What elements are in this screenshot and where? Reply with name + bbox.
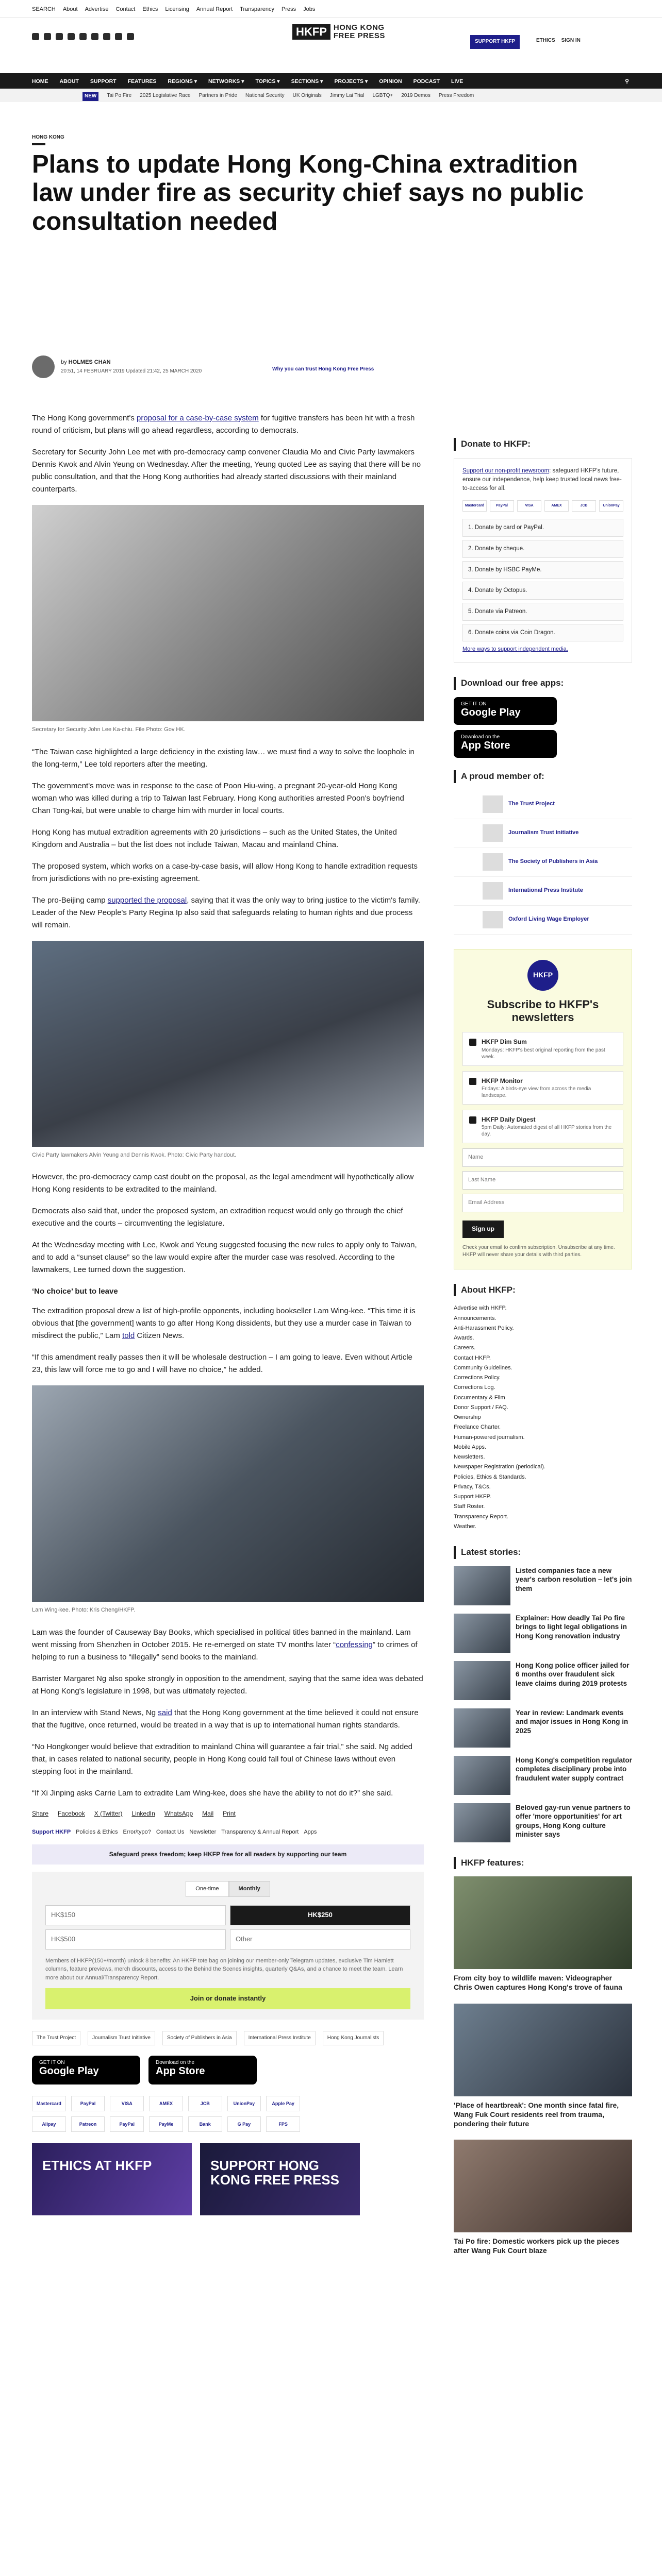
- top-menu: [32, 6, 315, 14]
- newsletter-title: Subscribe to HKFP's newsletters: [487, 997, 599, 1024]
- photo-caption: Lam Wing-kee. Photo: Kris Cheng/HKFP.: [32, 1607, 136, 1614]
- paragraph: Hong Kong has mutual extradition agreements with 20 jurisdictions – such as the United States, the United Kingdom and Australia – but the list does not include Taiwan, Macau and mainland China.: [32, 827, 397, 849]
- feature-title: From city boy to wildlife maven: Videographer Chris Owen captures Hong Kong's trove of fauna: [454, 1974, 622, 1992]
- paragraph: “No Hongkonger would believe that extradition to mainland China will guarantee a fair trial,” she said. Ng added that, in cases related to national security, people in Hong Kong could fall foul of Chinese laws without even stepping foot in the mainland.: [32, 1742, 412, 1776]
- partner-name: The Trust Project: [508, 801, 555, 807]
- app-badges: [32, 2056, 424, 2084]
- paragraph: Secretary for Security John Lee met with pro-democracy camp convener Claudia Mo and Civic Party lawmakers Dennis Kwok and Alvin Yeung on Wednesday. After the meeting, Yeung quoted Lee as saying that there will be no public consultation, and that the Hong Kong authorities had already started discussions with their mainland counterparts.: [32, 448, 421, 494]
- share-x[interactable]: X (Twitter): [94, 1809, 123, 1817]
- ethics-banner[interactable]: ETHICS AT HKFP: [32, 2143, 192, 2215]
- about-link[interactable]: Contact HKFP.: [454, 1354, 491, 1361]
- policy-link[interactable]: Newsletter: [189, 1828, 217, 1835]
- top-menu-press[interactable]: Press: [282, 6, 296, 12]
- about-link[interactable]: Careers.: [454, 1345, 476, 1351]
- policy-links: [32, 1828, 424, 1837]
- nav-home[interactable]: HOME: [32, 78, 48, 84]
- donation-widget: [32, 1872, 424, 2020]
- partner-icon: [483, 824, 503, 842]
- sidebar: [454, 438, 632, 2267]
- donate-intro-text: : safeguard HKFP's future, ensure our independence, help keep trusted local news free-to-access for all.: [462, 467, 622, 492]
- ethics-link[interactable]: ETHICS: [536, 38, 555, 43]
- feature-item[interactable]: [454, 2004, 632, 2129]
- by-prefix: by: [61, 359, 67, 365]
- text: , saying that it was the only way to bring justice to the victim's family. Leader of the New People's Party Regina Ip also said that safeguards relating to human rights and due process will remain.: [32, 895, 420, 929]
- text: In an interview with Stand News, Ng: [32, 1708, 158, 1717]
- sign-up-button[interactable]: Sign up: [462, 1221, 504, 1238]
- paragraph: [32, 894, 424, 931]
- payment-logo: Patreon: [71, 2116, 105, 2132]
- support-link[interactable]: Support HKFP: [32, 1828, 71, 1835]
- frequency-toggle: [45, 1881, 410, 1897]
- newsletter-name: HKFP Dim Sum: [482, 1038, 527, 1046]
- newsletter-name: HKFP Monitor: [482, 1077, 523, 1084]
- card-logo: JCB: [572, 500, 596, 512]
- support-banner[interactable]: SUPPORT HONG KONG FREE PRESS: [200, 2143, 360, 2215]
- payment-logo: FPS: [266, 2116, 300, 2132]
- trending-item[interactable]: National Security: [245, 93, 285, 98]
- paragraph: Democrats also said that, under the proposed system, an extradition request would only go through the chief executive and the courts – circumventing the legislature.: [32, 1207, 403, 1228]
- text: that the Hong Kong government at the time believed it could not ensure that the fugitive, once returned, would be treated in a way that is up to international human rights standards.: [32, 1708, 419, 1730]
- inline-link[interactable]: told: [122, 1331, 135, 1341]
- trust-link[interactable]: Why you can trust Hong Kong Free Press: [272, 366, 374, 372]
- bluesky-icon[interactable]: [115, 33, 122, 40]
- partner-icon: [483, 882, 503, 900]
- photo-lam-wing-kee[interactable]: [32, 1385, 424, 1602]
- about-link[interactable]: Staff Roster.: [454, 1503, 485, 1510]
- partner-logo[interactable]: [454, 790, 632, 819]
- share-facebook[interactable]: Facebook: [58, 1809, 85, 1817]
- about-link[interactable]: Newsletters.: [454, 1454, 485, 1460]
- newsletter-desc: Fridays: A birds-eye view from across the media landscape.: [482, 1086, 591, 1099]
- press-freedom-banner[interactable]: Safeguard press freedom; keep HKFP free for all readers by supporting our team: [32, 1844, 424, 1865]
- site-logo[interactable]: [292, 24, 385, 40]
- latest-story[interactable]: [454, 1708, 632, 1748]
- about-link[interactable]: Anti-Harassment Policy.: [454, 1325, 514, 1331]
- feature-image: [454, 2004, 632, 2096]
- story-thumbnail: [454, 1708, 510, 1748]
- partner-name: International Press Institute: [508, 887, 583, 894]
- logo-line-2: FREE PRESS: [333, 31, 385, 40]
- story-thumbnail: [454, 1661, 510, 1700]
- story-thumbnail: [454, 1566, 510, 1605]
- email-input[interactable]: Email Address: [462, 1194, 623, 1212]
- about-link[interactable]: Mobile Apps.: [454, 1444, 486, 1450]
- text: for fugitive transfers has been hit with a fresh round of criticism, but plans will go ahead regardless, according to democrats.: [32, 414, 415, 435]
- payment-logo: PayMe: [149, 2116, 183, 2132]
- about-link[interactable]: Support HKFP.: [454, 1494, 491, 1500]
- monthly-tab[interactable]: Monthly: [229, 1881, 270, 1897]
- card-logo: UnionPay: [599, 500, 623, 512]
- trending-item[interactable]: Press Freedom: [438, 93, 474, 98]
- trending-item[interactable]: 2025 Legislative Race: [140, 93, 191, 98]
- trending-item[interactable]: LGBTQ+: [372, 93, 393, 98]
- nav-features[interactable]: FEATURES: [127, 78, 157, 84]
- donate-option[interactable]: 1. Donate by card or PayPal.: [462, 519, 623, 537]
- payment-methods: [32, 2096, 300, 2132]
- paragraph: The government's move was in response to the case of Poon Hiu-wing, a pregnant 20-year-old Hong Kong woman who was killed during a trip to Taiwan last February. Hong Kong authorities arrested Poon's boyfriend Chan Tong-kai, but were unable to charge him with murder in local courts.: [32, 781, 404, 815]
- card-logo: Mastercard: [462, 500, 487, 512]
- payment-logo: UnionPay: [227, 2096, 261, 2111]
- google-play-button[interactable]: [32, 2056, 140, 2084]
- feature-title: Tai Po fire: Domestic workers pick up the pieces after Wang Fuk Court blaze: [454, 2237, 620, 2255]
- partner-icon: [483, 795, 503, 813]
- policy-link[interactable]: Error/typo?: [123, 1828, 151, 1835]
- newsletter-option[interactable]: [462, 1032, 623, 1065]
- about-link[interactable]: Privacy, T&Cs.: [454, 1483, 491, 1490]
- first-name-input[interactable]: Name: [462, 1148, 623, 1167]
- features-title: HKFP features:: [454, 1857, 632, 1870]
- story-thumbnail: [454, 1614, 510, 1653]
- nav-topics[interactable]: TOPICS ▾: [255, 78, 280, 84]
- payment-logo: VISA: [110, 2096, 144, 2111]
- top-menu-ethics[interactable]: Ethics: [142, 6, 158, 12]
- top-menu-licensing[interactable]: Licensing: [165, 6, 189, 12]
- paragraph: At the Wednesday meeting with Lee, Kwok and Yeung suggested focusing the new rules to apply only to Taiwan, and to add a “sunset clause” so the law would expire after the murder case was resolved. According to the lawmakers, Lee turned down the suggestion.: [32, 1241, 417, 1275]
- paragraph: [32, 1305, 424, 1342]
- partner-icon: [483, 911, 503, 928]
- sign-in-link[interactable]: SIGN IN: [561, 38, 581, 43]
- story-thumbnail: [454, 1756, 510, 1795]
- latest-story[interactable]: [454, 1566, 632, 1605]
- nav-networks[interactable]: NETWORKS ▾: [208, 78, 244, 84]
- share-whatsapp[interactable]: WhatsApp: [164, 1809, 193, 1817]
- nav-opinion[interactable]: OPINION: [379, 78, 402, 84]
- newsletter-desc: Mondays: HKFP's best original reporting from the past week.: [482, 1047, 605, 1060]
- promo-banners: [32, 2143, 424, 2215]
- top-bar: [0, 0, 662, 18]
- footer-badges: [32, 2031, 424, 2045]
- badge[interactable]: The Trust Project: [32, 2031, 80, 2045]
- author-avatar[interactable]: [32, 355, 55, 378]
- logo-line-1: HONG KONG: [333, 23, 385, 32]
- trending-item[interactable]: UK Originals: [292, 93, 322, 98]
- trending-item[interactable]: Jimmy Lai Trial: [329, 93, 365, 98]
- paragraph: “If this amendment really passes then it will be wholesale destruction – I am going to leave. Even without Article 23, this law will force me to go and I will have no choice,” he added.: [32, 1353, 412, 1375]
- partner-logo[interactable]: [454, 848, 632, 877]
- app-store-button[interactable]: [148, 2056, 257, 2084]
- support-hkfp-button[interactable]: SUPPORT HKFP: [470, 35, 520, 49]
- app-store-label: App Store: [156, 2065, 205, 2077]
- about-link[interactable]: Advertise with HKFP.: [454, 1305, 507, 1312]
- text: The pro-Beijing camp: [32, 895, 108, 905]
- about-link[interactable]: Transparency Report.: [454, 1513, 508, 1520]
- rss-icon[interactable]: [127, 33, 134, 40]
- author-line: [61, 359, 111, 367]
- share-print[interactable]: Print: [223, 1809, 236, 1817]
- nav-sections[interactable]: SECTIONS ▾: [291, 78, 323, 84]
- inline-link[interactable]: supported the proposal: [107, 895, 187, 905]
- text: Citizen News.: [135, 1331, 185, 1341]
- paragraph: However, the pro-democracy camp cast doubt on the proposal, as the legal amendment will hypothetically allow Hong Kong residents to be extradited to the mainland.: [32, 1173, 414, 1194]
- new-badge: NEW: [82, 92, 98, 101]
- paragraph: [32, 1707, 424, 1732]
- card-logo: VISA: [517, 500, 541, 512]
- trending-bar: [0, 89, 662, 102]
- badge[interactable]: Journalism Trust Initiative: [88, 2031, 155, 2045]
- share-linkedin[interactable]: LinkedIn: [131, 1809, 155, 1817]
- donate-option[interactable]: 2. Donate by cheque.: [462, 540, 623, 558]
- donate-option[interactable]: 5. Donate via Patreon.: [462, 603, 623, 621]
- about-link[interactable]: Newspaper Registration (periodical).: [454, 1464, 545, 1470]
- about-link[interactable]: Documentary & Film: [454, 1394, 505, 1401]
- app-store-button[interactable]: [454, 730, 557, 758]
- article-kicker[interactable]: HONG KONG: [32, 134, 64, 140]
- partner-logo[interactable]: [454, 906, 632, 935]
- feature-item[interactable]: [454, 2140, 632, 2255]
- linkedin-icon[interactable]: [79, 33, 87, 40]
- paragraph: [32, 1626, 424, 1664]
- share-mail[interactable]: Mail: [202, 1809, 214, 1817]
- instagram-icon[interactable]: [56, 33, 63, 40]
- about-link[interactable]: Policies, Ethics & Standards.: [454, 1473, 526, 1480]
- google-play-small: GET IT ON: [461, 701, 487, 707]
- app-store-small: Download on the: [156, 2060, 195, 2066]
- google-play-button[interactable]: [454, 697, 557, 725]
- text: The extradition proposal drew a list of high-profile opponents, including bookseller Lam Wing-kee. “This time it is obvious that [the government] wants to go after Hong Kong dissidents, but they use a murder case in Taiwan to misdirect the public,” Lam: [32, 1307, 416, 1341]
- top-menu-advertise[interactable]: Advertise: [85, 6, 109, 12]
- latest-story[interactable]: [454, 1756, 632, 1795]
- trending-item[interactable]: Partners in Pride: [198, 93, 238, 98]
- threads-icon[interactable]: [68, 33, 75, 40]
- sidebar-apps: [454, 677, 632, 758]
- about-link[interactable]: Ownership: [454, 1414, 481, 1420]
- feature-image: [454, 2140, 632, 2232]
- join-button[interactable]: Join or donate instantly: [45, 1988, 410, 2009]
- latest-title: Latest stories:: [454, 1546, 632, 1559]
- partner-name: Oxford Living Wage Employer: [508, 916, 589, 923]
- app-store-small: Download on the: [461, 734, 500, 740]
- more-ways-link[interactable]: More ways to support independent media.: [462, 646, 568, 653]
- about-link[interactable]: Awards.: [454, 1335, 474, 1341]
- payment-logo: AMEX: [149, 2096, 183, 2111]
- amount-options: [45, 1905, 410, 1950]
- donate-option[interactable]: 6. Donate coins via Coin Dragon.: [462, 624, 623, 642]
- apps-title: Download our free apps:: [454, 677, 632, 690]
- newsletter-option[interactable]: [462, 1110, 623, 1143]
- latest-story[interactable]: [454, 1661, 632, 1700]
- youtube-icon[interactable]: [91, 33, 98, 40]
- share-links: [32, 1809, 424, 1819]
- telegram-icon[interactable]: [103, 33, 110, 40]
- paragraph: “The Taiwan case highlighted a large deficiency in the existing law… we must find a way to solve the loophole in the long-term,” Lee told reporters after the meeting.: [32, 747, 415, 769]
- app-store-label: App Store: [461, 740, 510, 751]
- paragraph: The proposed system, which works on a case-by-case basis, will allow Hong Kong to handle extradition requests from jurisdictions with no pre-existing agreement.: [32, 861, 418, 883]
- nav-about[interactable]: ABOUT: [59, 78, 79, 84]
- share-label: Share: [32, 1809, 49, 1817]
- about-section: [454, 1284, 632, 1532]
- amount-option-selected[interactable]: HK$250: [230, 1905, 410, 1925]
- top-menu-contact[interactable]: Contact: [115, 6, 136, 12]
- hkfp-badge: HKFP: [527, 960, 558, 991]
- partner-logo[interactable]: [454, 819, 632, 848]
- about-title: About HKFP:: [454, 1284, 632, 1297]
- story-title: Listed companies face a new year's carbon resolution – let's join them: [516, 1566, 632, 1592]
- nav-support[interactable]: SUPPORT: [90, 78, 117, 84]
- card-logo: PayPal: [490, 500, 514, 512]
- top-menu-transparency[interactable]: Transparency: [240, 6, 274, 12]
- facebook-icon[interactable]: [32, 33, 39, 40]
- text: ” to crimes of helping to run a business to “illegally” send books to the mainland.: [32, 1640, 418, 1662]
- payment-logo: G Pay: [227, 2116, 261, 2132]
- top-menu-jobs[interactable]: Jobs: [303, 6, 316, 12]
- google-play-label: Google Play: [461, 707, 521, 718]
- payment-logo: PayPal: [71, 2096, 105, 2111]
- payment-logo: Apple Pay: [266, 2096, 300, 2111]
- about-link[interactable]: Community Guidelines.: [454, 1364, 512, 1371]
- newsletter-desc: 5pm Daily: Automated digest of all HKFP stories from the day.: [482, 1125, 612, 1138]
- photo-civic-party-lawmakers[interactable]: [32, 941, 424, 1147]
- feature-title: 'Place of heartbreak': One month since fatal fire, Wang Fuk Court residents reel from trauma, pondering their future: [454, 2100, 619, 2128]
- donate-option[interactable]: 3. Donate by HSBC PayMe.: [462, 561, 623, 579]
- logo-mark: HKFP: [292, 24, 330, 40]
- about-link[interactable]: Announcements.: [454, 1315, 496, 1321]
- one-time-tab[interactable]: One-time: [186, 1881, 228, 1897]
- logo-text: [334, 24, 385, 40]
- text: Lam was the founder of Causeway Bay Books, which specialised in political titles banned in the mainland. Lam went missing from Shenzhen in October 2015. He re-emerged on state TV months later “: [32, 1628, 411, 1649]
- latest-stories: [454, 1546, 632, 1842]
- card-logo: AMEX: [544, 500, 569, 512]
- story-title: Hong Kong police officer jailed for 6 months over fraudulent sick leave claims during 2019 protests: [516, 1661, 630, 1687]
- about-link[interactable]: Corrections Log.: [454, 1384, 495, 1391]
- story-title: Hong Kong's competition regulator completes disciplinary probe into fraudulent water supply contract: [516, 1756, 632, 1782]
- story-thumbnail: [454, 1803, 510, 1842]
- badge[interactable]: Society of Publishers in Asia: [162, 2031, 237, 2045]
- about-link[interactable]: Corrections Policy.: [454, 1375, 501, 1381]
- story-title: Year in review: Landmark events and major issues in Hong Kong in 2025: [516, 1708, 628, 1735]
- partner-icon: [483, 853, 503, 871]
- story-title: Beloved gay-run venue partners to offer 'more opportunities' for art groups, Hong Kong culture minister says: [516, 1803, 631, 1839]
- member-perks: Members of HKFP(150+/month) unlock 8 benefits: An HKFP tote bag on joining our member-only Telegram updates, exclusive Tim Hamlett columns, feature previews, merch discounts, access to the Behind the Scenes insights, quarterly Q&As, and a chance to meet the team. Learn more about our Annual/Transparency Report.: [45, 1957, 403, 1981]
- latest-story[interactable]: [454, 1803, 632, 1842]
- donate-title: Donate to HKFP:: [454, 438, 632, 451]
- subheading: ‘No choice’ but to leave: [32, 1287, 118, 1296]
- top-menu-about[interactable]: About: [62, 6, 78, 12]
- partner-name: Journalism Trust Initiative: [508, 829, 579, 836]
- partners-title: A proud member of:: [454, 770, 632, 783]
- paragraph: Barrister Margaret Ng also spoke strongly in opposition to the amendment, saying that the same idea was debated at Hong Kong's legislature in 1998, but was ultimately rejected.: [32, 1674, 423, 1696]
- feature-image: [454, 1876, 632, 1969]
- donate-intro-link[interactable]: Support our non-profit newsroom: [462, 467, 550, 474]
- badge[interactable]: International Press Institute: [244, 2031, 316, 2045]
- about-link[interactable]: Weather.: [454, 1523, 476, 1530]
- latest-story[interactable]: [454, 1614, 632, 1653]
- article-body: [32, 412, 424, 2215]
- newsletter-signup: [454, 949, 632, 1269]
- consent-text: Check your email to confirm subscription. Unsubscribe at any time. HKFP will never share your details with third parties.: [462, 1244, 615, 1258]
- payment-logo: Mastercard: [32, 2096, 66, 2111]
- about-link[interactable]: Human-powered journalism.: [454, 1434, 525, 1440]
- paragraph: “If Xi Jinping asks Carrie Lam to extradite Lam Wing-kee, does she have the ability to not do it?” she said.: [32, 1788, 393, 1798]
- trending-item[interactable]: 2019 Demos: [401, 93, 431, 98]
- about-link[interactable]: Donor Support / FAQ.: [454, 1404, 508, 1411]
- kicker-divider: [32, 143, 45, 145]
- policy-link[interactable]: Contact Us: [156, 1828, 185, 1835]
- amount-option-other[interactable]: Other: [230, 1929, 410, 1950]
- article-headline: Plans to update Hong Kong-China extradition law under fire as security chief says no public consultation needed: [32, 150, 584, 235]
- policy-link[interactable]: Transparency & Annual Report: [221, 1828, 299, 1835]
- last-name-input[interactable]: Last Name: [462, 1171, 623, 1190]
- badge[interactable]: Hong Kong Journalists: [323, 2031, 384, 2045]
- search-icon[interactable]: ⚲: [625, 78, 629, 84]
- payment-logo: PayPal: [110, 2116, 144, 2132]
- partner-logo[interactable]: [454, 877, 632, 906]
- inline-link[interactable]: proposal for a case-by-case system: [136, 414, 259, 422]
- newsletter-option[interactable]: [462, 1071, 623, 1105]
- payment-logo: Bank: [188, 2116, 222, 2132]
- main-nav: [0, 73, 662, 89]
- publish-date: 20:51, 14 FEBRUARY 2019 Updated 21:42, 25 MARCH 2020: [61, 368, 202, 374]
- top-menu-annual-report[interactable]: Annual Report: [196, 6, 233, 12]
- inline-link[interactable]: said: [158, 1708, 172, 1717]
- donate-option[interactable]: 4. Donate by Octopus.: [462, 582, 623, 600]
- nav-live[interactable]: LIVE: [451, 78, 464, 84]
- card-logos: [462, 500, 623, 512]
- amount-option[interactable]: HK$150: [45, 1905, 226, 1925]
- text: The Hong Kong government's: [32, 414, 137, 422]
- about-list: [454, 1303, 632, 1532]
- feature-item[interactable]: [454, 1876, 632, 1992]
- newsletter-name: HKFP Daily Digest: [482, 1116, 536, 1124]
- payment-logo: Alipay: [32, 2116, 66, 2132]
- x-icon[interactable]: [44, 33, 51, 40]
- features-section: [454, 1857, 632, 2256]
- donate-intro: [462, 467, 623, 494]
- photo-john-lee[interactable]: [32, 505, 424, 721]
- inline-link[interactable]: confessing: [336, 1640, 373, 1649]
- nav-regions[interactable]: REGIONS ▾: [168, 78, 197, 84]
- policy-link[interactable]: Policies & Ethics: [76, 1828, 118, 1835]
- trending-item[interactable]: Tai Po Fire: [107, 93, 132, 98]
- photo-caption: Secretary for Security John Lee Ka-chiu. File Photo: Gov HK.: [32, 726, 186, 733]
- nav-podcast[interactable]: PODCAST: [413, 78, 440, 84]
- policy-link[interactable]: Apps: [304, 1828, 317, 1835]
- about-link[interactable]: Freelance Charter.: [454, 1424, 501, 1431]
- partner-name: The Society of Publishers in Asia: [508, 858, 598, 865]
- byline: [32, 355, 424, 381]
- header-links: [536, 37, 581, 45]
- google-play-label: Google Play: [39, 2065, 99, 2077]
- paragraph: [32, 412, 424, 437]
- partners: [454, 770, 632, 935]
- google-play-small: GET IT ON: [39, 2060, 65, 2066]
- amount-option[interactable]: HK$500: [45, 1929, 226, 1950]
- donate-panel: [454, 458, 632, 663]
- payment-logo: JCB: [188, 2096, 222, 2111]
- top-menu-search[interactable]: SEARCH: [32, 6, 56, 12]
- author-name[interactable]: HOLMES CHAN: [68, 359, 111, 365]
- photo-caption: Civic Party lawmakers Alvin Yeung and Dennis Kwok. Photo: Civic Party handout.: [32, 1151, 237, 1158]
- social-links: [32, 33, 134, 40]
- story-title: Explainer: How deadly Tai Po fire brings to light legal obligations in Hong Kong renovation industry: [516, 1614, 627, 1640]
- nav-projects[interactable]: PROJECTS ▾: [334, 78, 368, 84]
